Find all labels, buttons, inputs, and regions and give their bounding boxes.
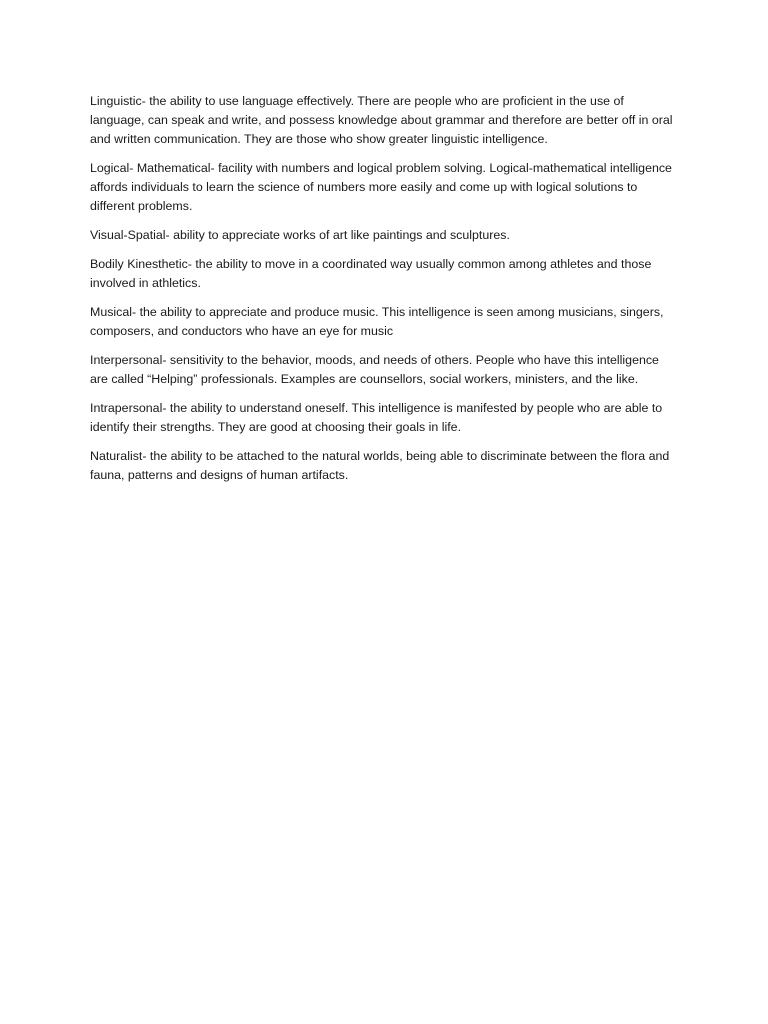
paragraph-interpersonal: Interpersonal- sensitivity to the behavior, moods, and needs of others. People who have this intelligence are called “Helping” professionals. Examples are counsellors, social workers, ministers, and the like.	[90, 353, 659, 386]
paragraph-musical: Musical- the ability to appreciate and produce music. This intelligence is seen among musicians, singers, composers, and conductors who have an eye for music	[90, 305, 664, 338]
paragraph-logical-mathematical: Logical- Mathematical- facility with numbers and logical problem solving. Logical-mathematical intelligence affords individuals to learn the science of numbers more easily and come up with logical solutions to different problems.	[90, 161, 672, 213]
paragraph-naturalist: Naturalist- the ability to be attached to the natural worlds, being able to discriminate between the flora and fauna, patterns and designs of human artifacts.	[90, 449, 670, 482]
paragraph-intrapersonal: Intrapersonal- the ability to understand oneself. This intelligence is manifested by people who are able to identify their strengths. They are good at choosing their goals in life.	[90, 401, 663, 434]
paragraph-visual-spatial: Visual-Spatial- ability to appreciate works of art like paintings and sculptures.	[90, 228, 510, 242]
paragraph-bodily-kinesthetic: Bodily Kinesthetic- the ability to move in a coordinated way usually common among athletes and those involved in athletics.	[90, 257, 652, 290]
paragraph-linguistic: Linguistic- the ability to use language effectively. There are people who are proficient in the use of language, can speak and write, and possess knowledge about grammar and therefore are better off in oral and written communication. They are those who show greater linguistic intelligence.	[90, 94, 673, 146]
document-body	[90, 92, 680, 495]
